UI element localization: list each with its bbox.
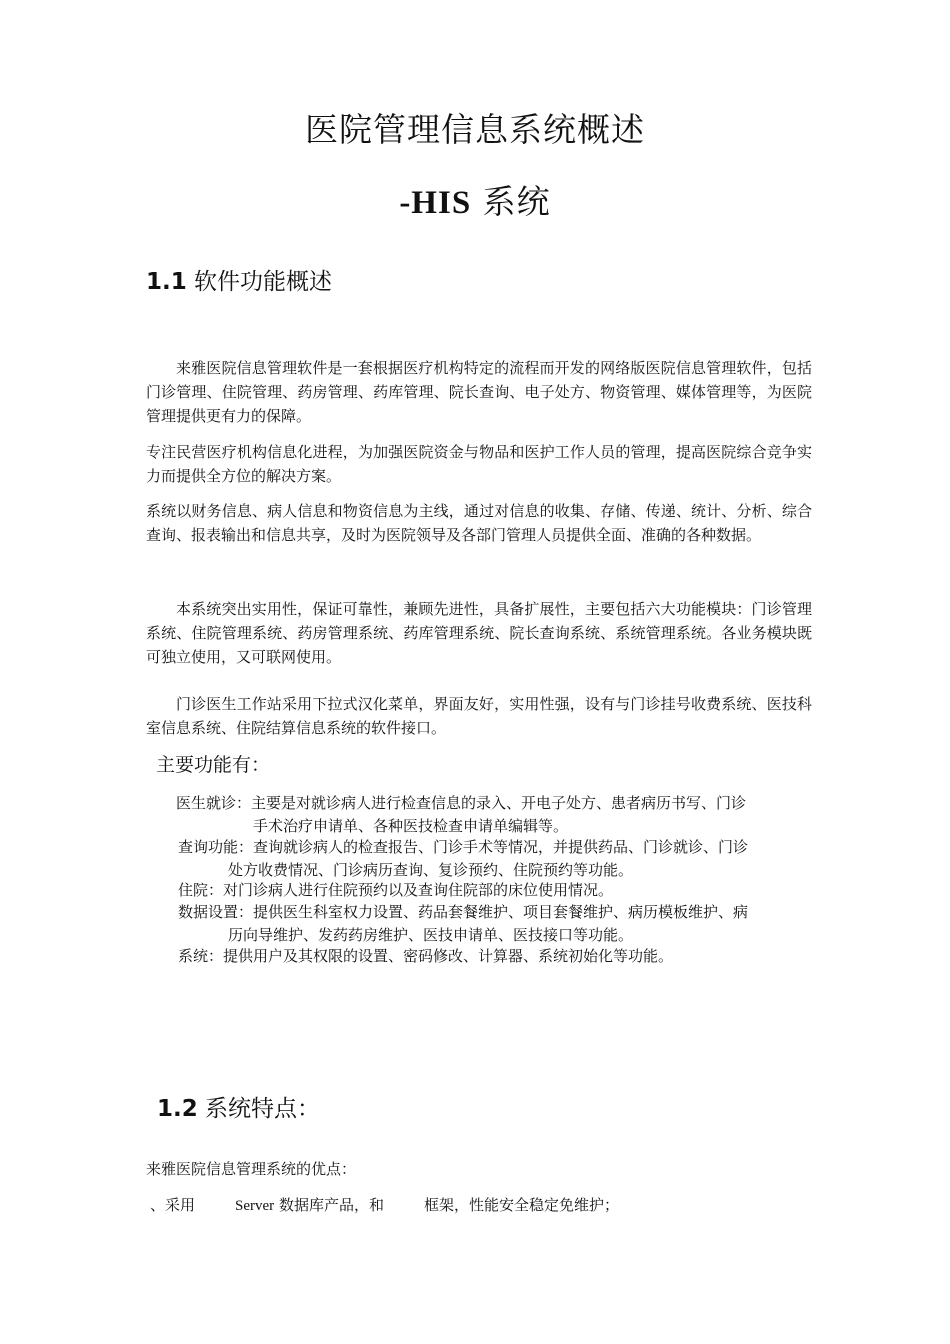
feature-item-system xyxy=(178,945,810,968)
feature-item-data-settings xyxy=(178,901,810,947)
advantage-text-part1: 、采用 xyxy=(150,1196,196,1214)
section-1-title: 软件功能概述 xyxy=(186,269,333,295)
section-2-title: 系统特点： xyxy=(197,1096,321,1122)
document-subtitle xyxy=(0,176,950,223)
advantage-text-part4: 框架，性能安全稳定免维护； xyxy=(423,1196,619,1214)
section-2-heading xyxy=(157,1090,320,1123)
feature-line: 系统：提供用户及其权限的设置、密码修改、计算器、系统初始化等功能。 xyxy=(178,947,674,965)
feature-item-doctor-visit xyxy=(176,792,810,838)
feature-line-continued: 处方收费情况、门诊病历查询、复诊预约、住院预约等功能。 xyxy=(228,861,634,879)
advantage-text-part2: Server xyxy=(235,1198,275,1214)
advantages-intro: 来雅医院信息管理系统的优点： xyxy=(146,1160,357,1178)
advantage-text-part3: 数据库产品，和 xyxy=(274,1196,384,1214)
feature-line: 数据设置：提供医生科室权力设置、药品套餐维护、项目套餐维护、病历模板维护、病 xyxy=(178,903,749,921)
feature-line-continued: 历向导维护、发药药房维护、医技申请单、医技接口等功能。 xyxy=(228,926,634,944)
feature-line: 住院：对门诊病人进行住院预约以及查询住院部的床位使用情况。 xyxy=(178,881,614,899)
feature-item-query xyxy=(178,836,810,882)
paragraph-mainline: 系统以财务信息、病人信息和物资信息为主线，通过对信息的收集、存储、传递、统计、分析、综合查询、报表输出和信息共享，及时为医院领导及各部门管理人员提供全面、准确的各种数据。 xyxy=(146,502,812,544)
subtitle-suffix: 系统 xyxy=(471,182,551,221)
paragraph-focus: 专注民营医疗机构信息化进程，为加强医院资金与物品和医护工作人员的管理，提高医院综合竞争实力而提供全方位的解决方案。 xyxy=(146,443,812,485)
paragraph-modules: 本系统突出实用性，保证可靠性，兼顾先进性，具备扩展性，主要包括六大功能模块：门诊管理系统、住院管理系统、药房管理系统、药库管理系统、院长查询系统、系统管理系统。各业务模块既可独立使用，又可联网使用。 xyxy=(146,600,812,666)
feature-item-inpatient xyxy=(178,879,810,902)
section-1-heading xyxy=(146,263,332,296)
section-1-number: 1.1 xyxy=(146,269,187,295)
subtitle-prefix: -HIS xyxy=(399,185,472,221)
feature-line: 查询功能：查询就诊病人的检查报告、门诊手术等情况，并提供药品、门诊就诊、门诊 xyxy=(178,838,749,856)
paragraph-intro: 来雅医院信息管理软件是一套根据医疗机构特定的流程而开发的网络版医院信息管理软件，包括门诊管理、住院管理、药房管理、药库管理、院长查询、电子处方、物资管理、媒体管理等，为医院管理提供更有力的保障。 xyxy=(146,359,812,425)
document-title: 医院管理信息系统概述 xyxy=(305,110,645,149)
section-2-number: 1.2 xyxy=(157,1096,198,1122)
feature-line: 医生就诊：主要是对就诊病人进行检查信息的录入、开电子处方、患者病历书写、门诊 xyxy=(176,794,747,812)
feature-line-continued: 手术治疗申请单、各种医技检查申请单编辑等。 xyxy=(253,817,569,835)
advantage-item-1 xyxy=(150,1193,619,1218)
paragraph-workstation: 门诊医生工作站采用下拉式汉化菜单，界面友好，实用性强，设有与门诊挂号收费系统、医技科室信息系统、住院结算信息系统的软件接口。 xyxy=(146,695,812,737)
features-title: 主要功能有： xyxy=(156,754,271,776)
